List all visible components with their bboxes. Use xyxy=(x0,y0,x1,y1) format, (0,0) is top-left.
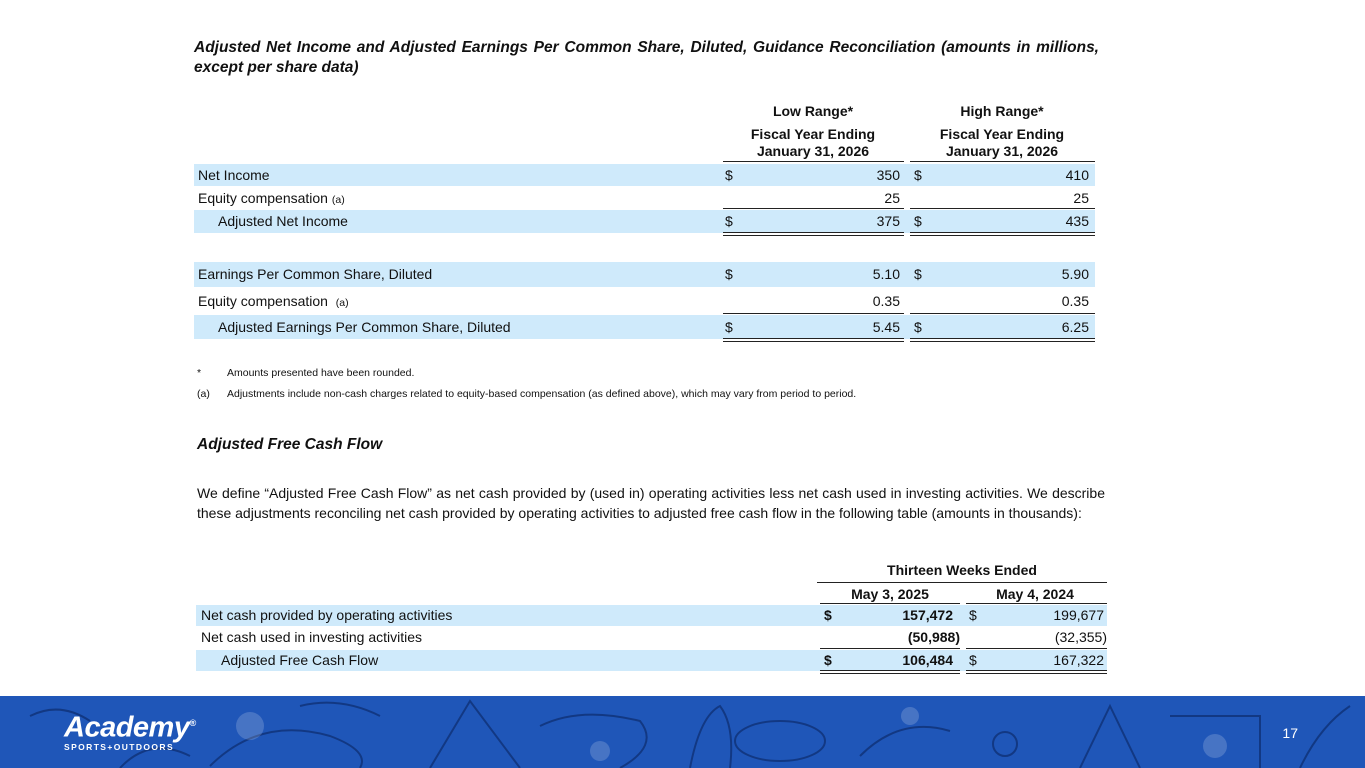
total-double-line-high xyxy=(910,338,1095,342)
high-value: 410 xyxy=(1065,167,1089,183)
value-2024: 199,677 xyxy=(1053,607,1104,623)
row-label xyxy=(198,290,349,314)
subtotal-line-high xyxy=(910,208,1095,209)
currency-symbol: $ xyxy=(914,319,922,335)
high-value: 0.35 xyxy=(1061,293,1089,309)
currency-symbol: $ xyxy=(725,266,733,282)
high-range-label: High Range* xyxy=(960,103,1044,119)
high-value: 6.25 xyxy=(1061,319,1089,335)
low-value: 350 xyxy=(876,167,900,183)
row-label-text: Equity compensation xyxy=(198,190,328,206)
low-range-header xyxy=(723,103,903,160)
footnote-ref: (a) xyxy=(331,194,345,206)
total-double-line-high xyxy=(910,232,1095,236)
currency-symbol: $ xyxy=(824,652,832,668)
table-row-operating-activities xyxy=(196,605,1107,626)
value-2025: 106,484 xyxy=(902,652,953,668)
footnote-mark: * xyxy=(197,367,202,379)
low-value: 375 xyxy=(876,213,900,229)
low-range-label: Low Range* xyxy=(772,103,854,119)
banner-illustration xyxy=(0,696,1365,768)
high-range-header xyxy=(912,103,1092,160)
thirteen-weeks-header: Thirteen Weeks Ended xyxy=(887,562,1037,578)
total-double-line-2025 xyxy=(820,670,960,674)
row-label: Net Income xyxy=(198,167,270,183)
low-value: 5.10 xyxy=(872,266,900,282)
total-double-line-low xyxy=(723,232,904,236)
row-label: Net cash used in investing activities xyxy=(201,629,422,645)
footer-banner xyxy=(0,696,1365,768)
low-value: 25 xyxy=(884,190,900,206)
logo-registered: ® xyxy=(189,718,196,728)
col-underline-2025 xyxy=(820,603,960,604)
currency-symbol: $ xyxy=(725,213,733,229)
total-double-line-low xyxy=(723,338,904,342)
currency-symbol: $ xyxy=(914,266,922,282)
value-2024: 167,322 xyxy=(1053,652,1104,668)
row-label: Net cash provided by operating activities xyxy=(201,607,453,623)
low-value: 0.35 xyxy=(872,293,900,309)
fcf-paragraph: We define “Adjusted Free Cash Flow” as net cash provided by (used in) operating activities less net cash used in investing activities. We describe these adjustments reconciling net cash provided by operating activities to adjusted free cash flow in the following table (amounts in thousands): xyxy=(197,485,1105,521)
total-double-line-2024 xyxy=(966,670,1107,674)
high-value: 25 xyxy=(1073,190,1089,206)
footnote-text: Amounts presented have been rounded. xyxy=(227,367,415,379)
reconciliation-title: Adjusted Net Income and Adjusted Earnings Per Common Share, Diluted, Guidance Reconciliation (amounts in millions, except per share data) xyxy=(194,39,1099,76)
subtotal-line-2025 xyxy=(820,648,960,649)
row-label: Adjusted Free Cash Flow xyxy=(221,652,379,668)
table-row-equity-compensation xyxy=(194,187,1095,209)
currency-symbol: $ xyxy=(969,607,977,623)
group-header-underline xyxy=(817,582,1107,583)
low-range-line2: January 31, 2026 xyxy=(756,143,870,159)
currency-symbol: $ xyxy=(824,607,832,623)
row-label xyxy=(198,187,345,211)
logo-wordmark xyxy=(64,708,196,743)
subtotal-line-high xyxy=(910,313,1095,314)
value-2024: (32,355) xyxy=(1054,629,1107,645)
header-underline-high xyxy=(910,161,1095,162)
col-underline-2024 xyxy=(966,603,1107,604)
table-row-adjusted-free-cash-flow xyxy=(196,650,1107,671)
logo-brand: Academy xyxy=(64,711,190,744)
logo-tagline: SPORTS+OUTDOORS xyxy=(64,741,175,752)
header-underline-low xyxy=(723,161,904,162)
currency-symbol: $ xyxy=(914,167,922,183)
table-row-adjusted-net-income xyxy=(194,210,1095,233)
value-2025: 157,472 xyxy=(902,607,953,623)
col-header-2024: May 4, 2024 xyxy=(996,586,1074,602)
high-range-line1: Fiscal Year Ending xyxy=(939,126,1065,142)
high-range-line2: January 31, 2026 xyxy=(945,143,1059,159)
currency-symbol: $ xyxy=(914,213,922,229)
subtotal-line-low xyxy=(723,313,904,314)
footnote-text: Adjustments include non-cash charges related to equity-based compensation (as defined above), which may vary from period to period. xyxy=(227,388,857,400)
currency-symbol: $ xyxy=(725,319,733,335)
table-row-equity-compensation-eps xyxy=(194,290,1095,312)
high-value: 435 xyxy=(1065,213,1089,229)
fcf-heading: Adjusted Free Cash Flow xyxy=(197,436,383,453)
academy-logo xyxy=(64,708,196,752)
low-range-line1: Fiscal Year Ending xyxy=(750,126,876,142)
low-value: 5.45 xyxy=(872,319,900,335)
table-row-eps-diluted xyxy=(194,262,1095,287)
currency-symbol: $ xyxy=(725,167,733,183)
value-2025: (50,988) xyxy=(907,629,960,645)
high-value: 5.90 xyxy=(1061,266,1089,282)
col-header-2025: May 3, 2025 xyxy=(851,586,929,602)
page-number: 17 xyxy=(1282,725,1298,741)
row-label: Adjusted Net Income xyxy=(218,213,348,229)
subtotal-line-low xyxy=(723,208,904,209)
table-row-net-income xyxy=(194,164,1095,186)
subtotal-line-2024 xyxy=(966,648,1107,649)
table-row-adjusted-eps xyxy=(194,315,1095,339)
row-label: Adjusted Earnings Per Common Share, Diluted xyxy=(218,319,511,335)
footnote-ref: (a) xyxy=(335,297,349,309)
row-label-text: Equity compensation xyxy=(198,293,328,309)
footnote-mark: (a) xyxy=(197,388,210,400)
currency-symbol: $ xyxy=(969,652,977,668)
table-row-investing-activities xyxy=(196,627,1107,648)
row-label: Earnings Per Common Share, Diluted xyxy=(198,266,433,282)
